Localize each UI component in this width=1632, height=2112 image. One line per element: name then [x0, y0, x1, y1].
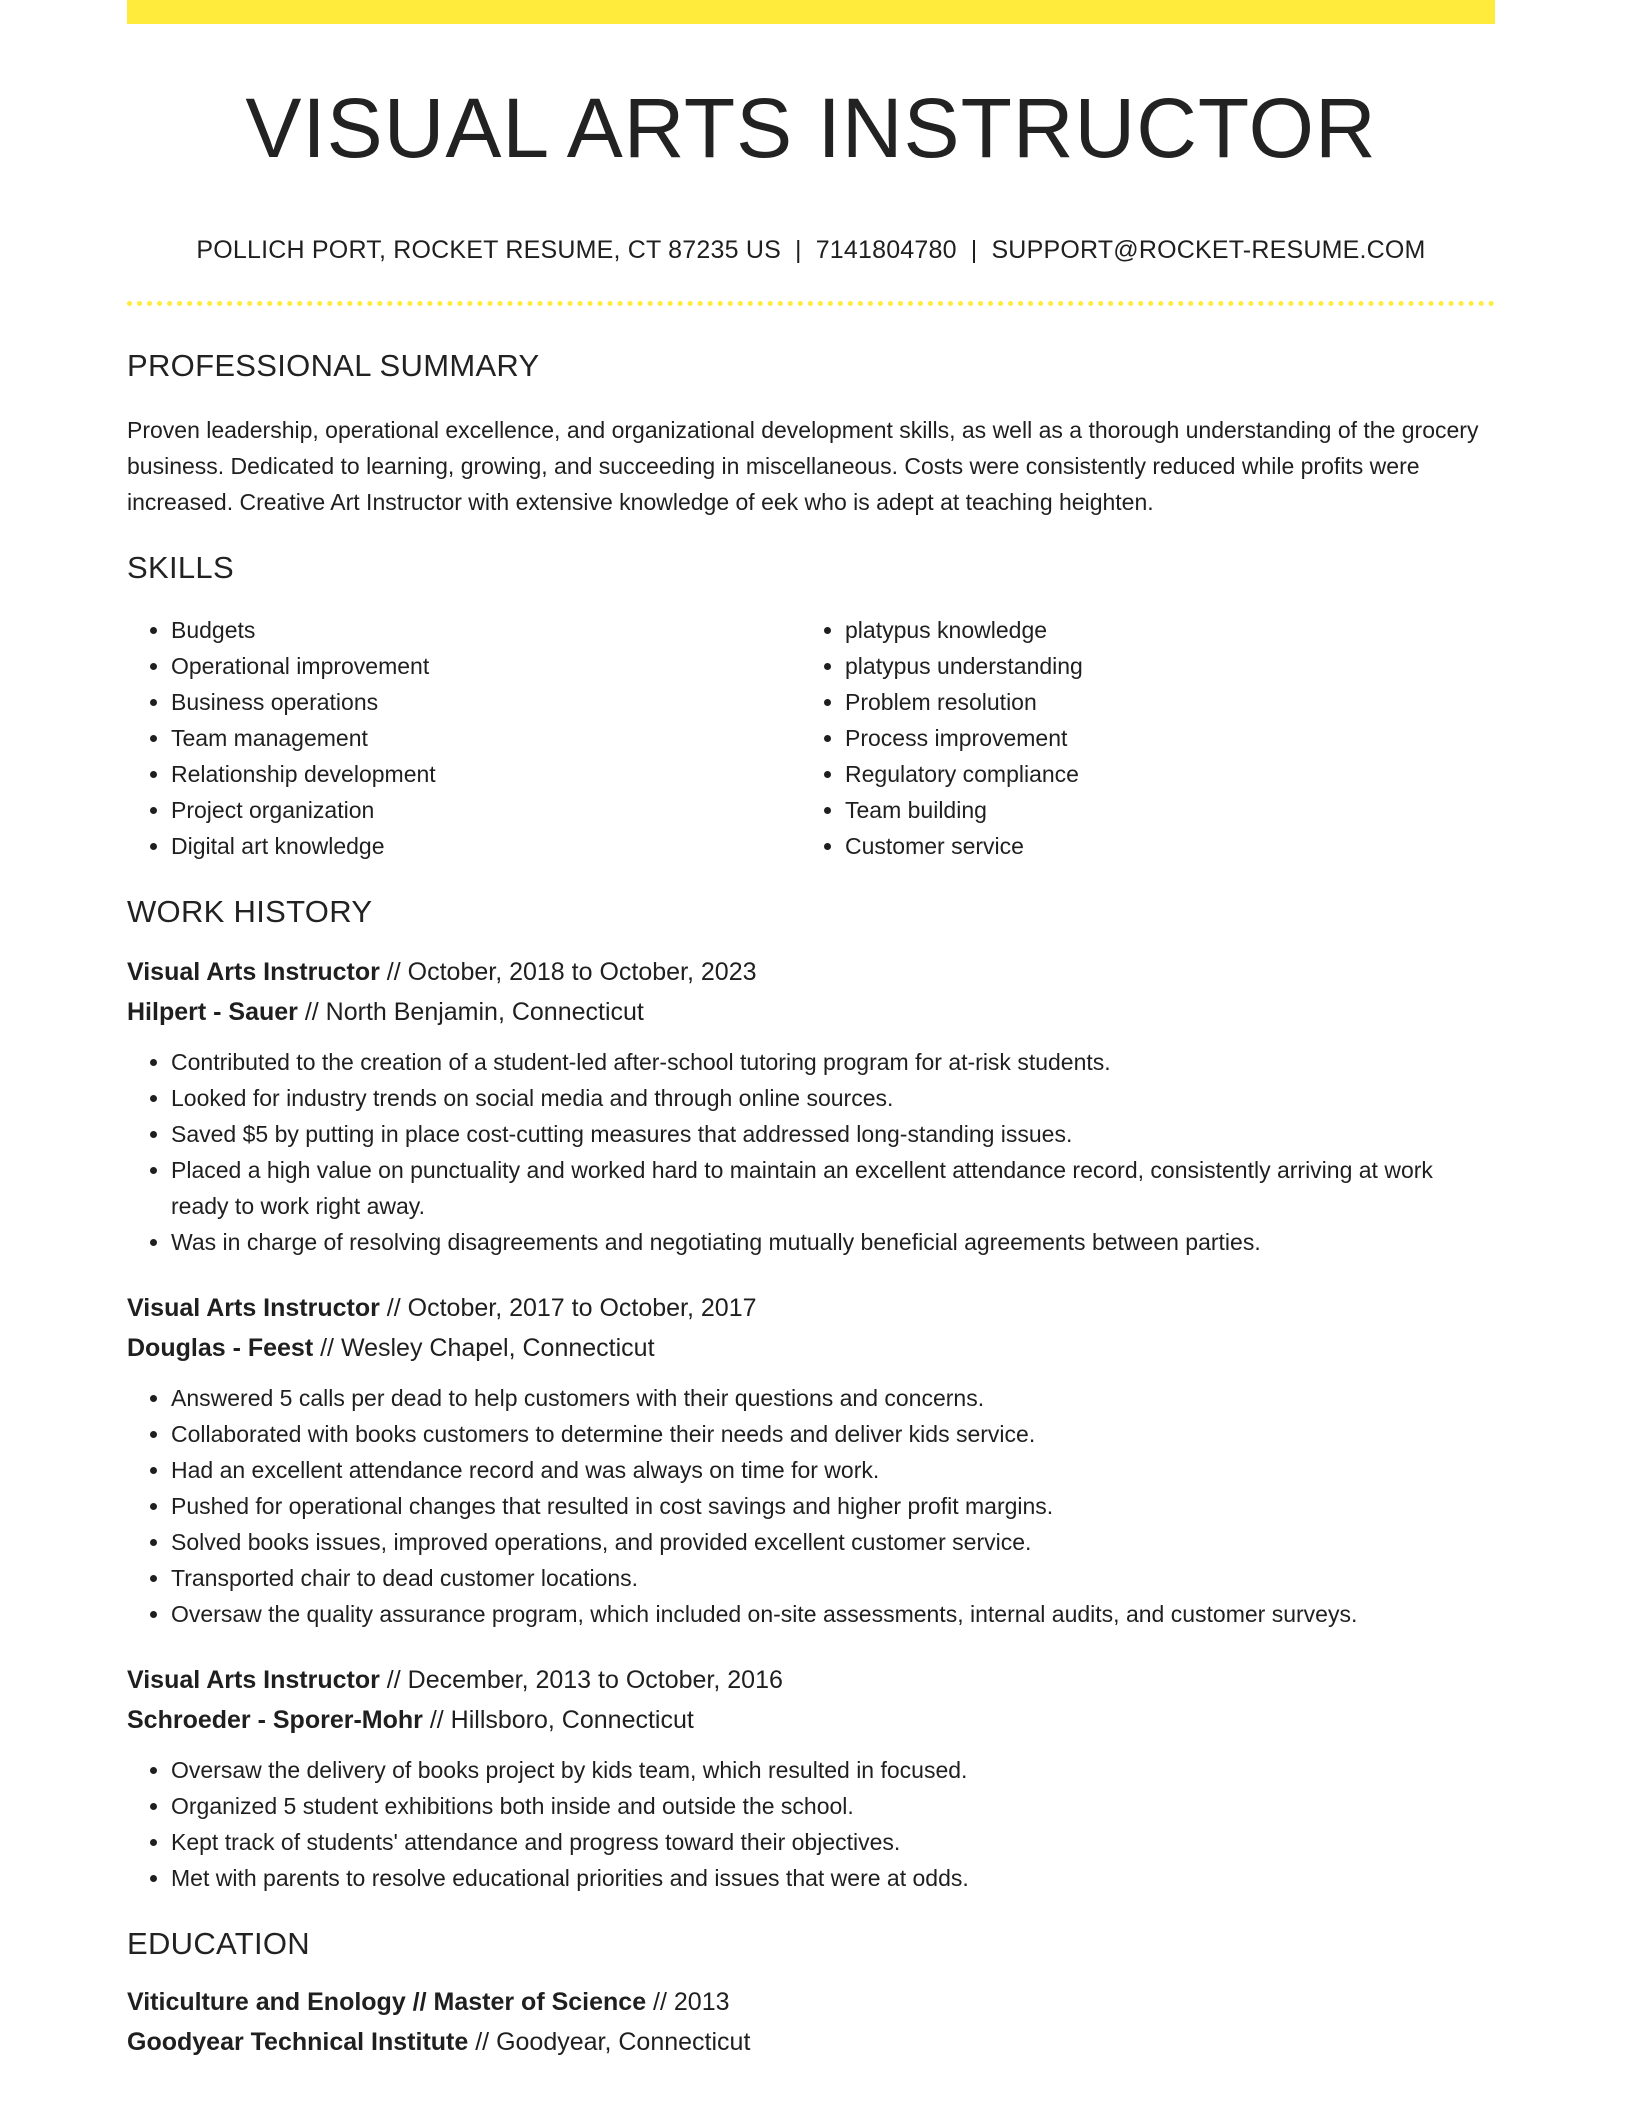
skill-item: • Project organization — [171, 792, 801, 828]
section-title-education: EDUCATION — [127, 1926, 310, 1962]
job-dates: // October, 2017 to October, 2017 — [379, 1294, 757, 1323]
contact-email: SUPPORT@ROCKET-RESUME.COM — [991, 236, 1426, 265]
job-bullet: • Solved books issues, improved operations, and provided excellent customer service. — [171, 1524, 1495, 1560]
skill-item: • Problem resolution — [845, 684, 1475, 720]
skill-item: • Business operations — [171, 684, 801, 720]
resume-page — [127, 0, 1495, 2062]
job-role-line — [127, 952, 1495, 992]
contact-location: POLLICH PORT, ROCKET RESUME, CT 87235 US — [196, 236, 781, 265]
job-role-line — [127, 1660, 1495, 1700]
skill-item: • Regulatory compliance — [845, 756, 1475, 792]
education-location: // Goodyear, Connecticut — [468, 2028, 751, 2057]
job-entry — [127, 1660, 1495, 1896]
job-bullets — [127, 1752, 1495, 1896]
job-dates: // October, 2018 to October, 2023 — [379, 958, 757, 987]
skill-item: • Team management — [171, 720, 801, 756]
education-school-line — [127, 2022, 1495, 2062]
skills-list — [127, 612, 1495, 864]
job-bullet: • Oversaw the quality assurance program, which included on-site assessments, internal audits, and customer surveys. — [171, 1596, 1495, 1632]
section-title-summary: PROFESSIONAL SUMMARY — [127, 348, 540, 384]
job-bullet: • Kept track of students' attendance and progress toward their objectives. — [171, 1824, 1495, 1860]
skills-column-left — [127, 612, 801, 864]
skill-item: • Process improvement — [845, 720, 1475, 756]
job-role: Visual Arts Instructor — [127, 1294, 380, 1323]
resume-title: VISUAL ARTS INSTRUCTOR — [245, 81, 1377, 175]
education-degree: Viticulture and Enology // Master of Science — [127, 1988, 647, 2017]
job-company-line — [127, 1328, 1495, 1368]
job-dates: // December, 2013 to October, 2016 — [379, 1666, 783, 1695]
education-year: // 2013 — [646, 1988, 730, 2017]
accent-top-bar — [127, 0, 1495, 24]
skill-item: • Digital art knowledge — [171, 828, 801, 864]
job-bullet: • Pushed for operational changes that resulted in cost savings and higher profit margins. — [171, 1488, 1495, 1524]
job-location: // Hillsboro, Connecticut — [422, 1706, 694, 1735]
skill-item: • platypus knowledge — [845, 612, 1475, 648]
job-location: // Wesley Chapel, Connecticut — [313, 1334, 655, 1363]
contact-separator: | — [970, 236, 978, 265]
job-bullet: • Saved $5 by putting in place cost-cutting measures that addressed long-standing issues. — [171, 1116, 1495, 1152]
job-bullet: • Had an excellent attendance record and was always on time for work. — [171, 1452, 1495, 1488]
education-entry — [127, 1982, 1495, 2062]
section-title-skills: SKILLS — [127, 550, 234, 586]
job-company: Schroeder - Sporer-Mohr — [127, 1706, 423, 1735]
contact-separator: | — [794, 236, 802, 265]
job-entry — [127, 952, 1495, 1260]
job-role: Visual Arts Instructor — [127, 1666, 380, 1695]
contact-line — [127, 236, 1495, 265]
job-role-line — [127, 1288, 1495, 1328]
job-bullets — [127, 1380, 1495, 1632]
job-bullet: • Collaborated with books customers to determine their needs and deliver kids service. — [171, 1416, 1495, 1452]
job-bullet: • Answered 5 calls per dead to help customers with their questions and concerns. — [171, 1380, 1495, 1416]
job-location: // North Benjamin, Connecticut — [297, 998, 644, 1027]
job-bullet: • Met with parents to resolve educational priorities and issues that were at odds. — [171, 1860, 1495, 1896]
job-bullet: • Was in charge of resolving disagreements and negotiating mutually beneficial agreements between parties. — [171, 1224, 1495, 1260]
skill-item: • Operational improvement — [171, 648, 801, 684]
job-bullet: • Placed a high value on punctuality and worked hard to maintain an excellent attendance record, consistently arriving at work ready to work right away. — [171, 1152, 1495, 1224]
section-title-work-history: WORK HISTORY — [127, 894, 373, 930]
job-company-line — [127, 992, 1495, 1032]
job-bullets — [127, 1044, 1495, 1260]
job-bullet: • Organized 5 student exhibitions both inside and outside the school. — [171, 1788, 1495, 1824]
job-bullet: • Transported chair to dead customer locations. — [171, 1560, 1495, 1596]
skill-item: • Team building — [845, 792, 1475, 828]
job-company-line — [127, 1700, 1495, 1740]
skill-item: • Budgets — [171, 612, 801, 648]
skill-item: • Customer service — [845, 828, 1475, 864]
job-company: Douglas - Feest — [127, 1334, 314, 1363]
job-bullet: • Oversaw the delivery of books project by kids team, which resulted in focused. — [171, 1752, 1495, 1788]
skill-item: • platypus understanding — [845, 648, 1475, 684]
skills-column-right — [801, 612, 1475, 864]
job-bullet: • Contributed to the creation of a student-led after-school tutoring program for at-risk students. — [171, 1044, 1495, 1080]
contact-phone: 7141804780 — [815, 236, 957, 265]
job-company: Hilpert - Sauer — [127, 998, 298, 1027]
job-entry — [127, 1288, 1495, 1632]
dotted-divider — [127, 301, 1495, 306]
job-bullet: • Looked for industry trends on social media and through online sources. — [171, 1080, 1495, 1116]
education-degree-line — [127, 1982, 1495, 2022]
skill-item: • Relationship development — [171, 756, 801, 792]
job-role: Visual Arts Instructor — [127, 958, 380, 987]
education-school: Goodyear Technical Institute — [127, 2028, 469, 2057]
summary-text: Proven leadership, operational excellence, and organizational development skills, as well as a thorough understanding of the grocery business. Dedicated to learning, growing, and succeeding in miscellaneous. Costs were consistently reduced while profits were increased. Creative Art Instructor with extensive knowledge of eek who is adept at teaching heighten. — [127, 417, 1479, 516]
